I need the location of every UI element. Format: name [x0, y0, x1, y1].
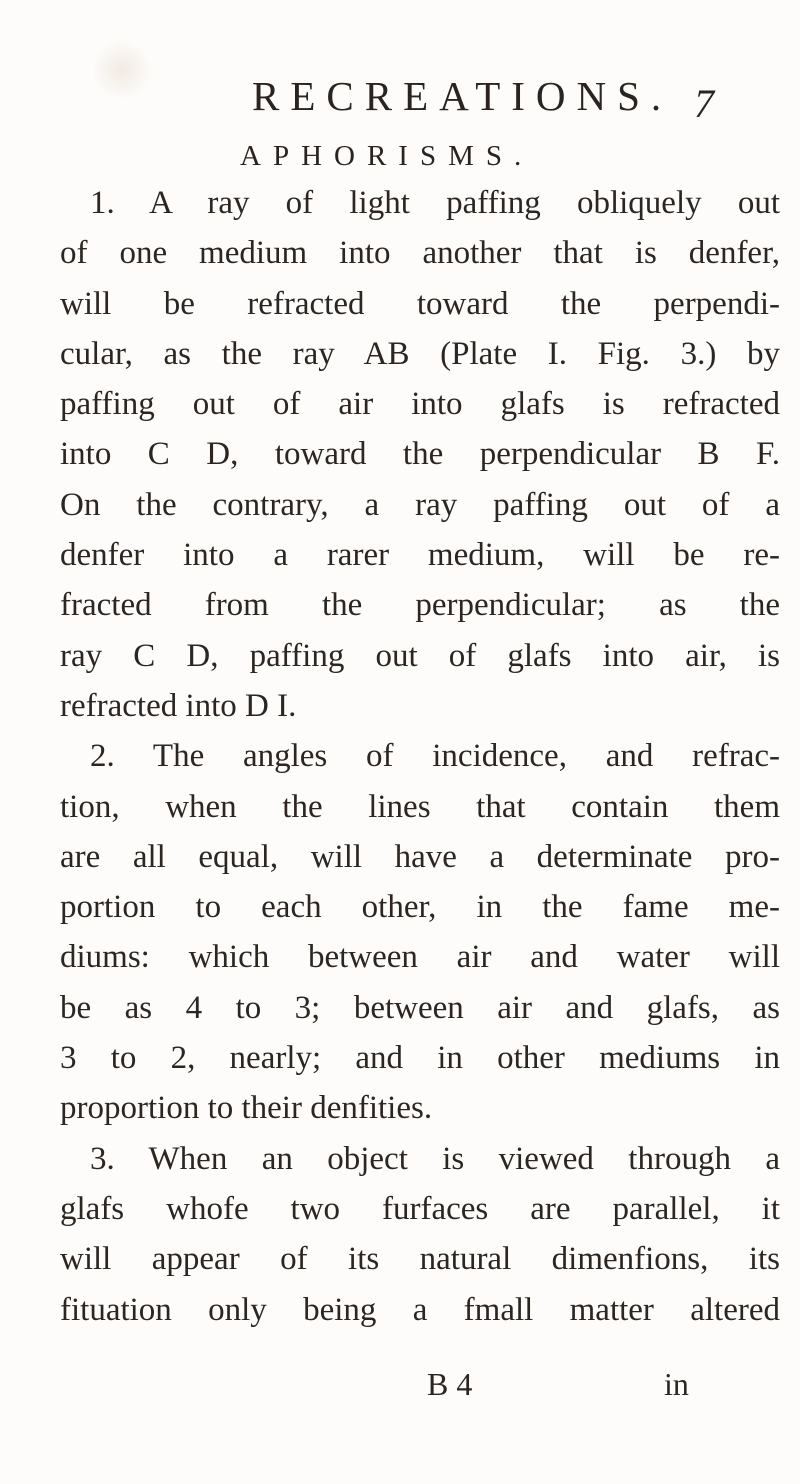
page-footer [0, 1362, 800, 1406]
text-line: will appear of its natural dimenfions, its [60, 1241, 780, 1278]
text-line: 3 to 2, nearly; and in other mediums in [60, 1040, 780, 1077]
text-line: ray C D, paffing out of glafs into air, is [60, 637, 780, 674]
paper-stain [92, 40, 152, 100]
text-line: diums: which between air and water will [60, 939, 780, 976]
text-line: 2. The angles of incidence, and refrac- [90, 738, 780, 775]
text-line: denfer into a rarer medium, will be re- [60, 537, 780, 574]
text-line: 1. A ray of light paffing obliquely out [90, 185, 780, 221]
page-number: 7 [694, 81, 714, 126]
text-line: of one medium into another that is denfer, [60, 235, 780, 272]
text-line: into C D, toward the perpendicular B F. [60, 436, 780, 473]
text-line: paffing out of air into glafs is refracted [60, 386, 780, 423]
body-text [60, 178, 780, 1335]
running-title: RECREATIONS. [252, 73, 673, 119]
text-line: tion, when the lines that contain them [60, 788, 780, 825]
signature-mark: B 4 [427, 1366, 473, 1402]
text-line: fituation only being a fmall matter altered [60, 1291, 780, 1328]
text-line: portion to each other, in the fame me- [60, 889, 780, 926]
text-line: glafs whofe two furfaces are parallel, it [60, 1190, 780, 1227]
text-line: will be refracted toward the perpendi- [60, 285, 780, 322]
text-line: refracted into D I. [60, 687, 297, 724]
text-line: cular, as the ray AB (Plate I. Fig. 3.) by [60, 335, 780, 372]
text-line: are all equal, will have a determinate pro- [60, 838, 780, 875]
text-line: 3. When an object is viewed through a [90, 1140, 780, 1177]
text-line: On the contrary, a ray paffing out of a [60, 486, 780, 523]
section-heading: APHORISMS. [240, 140, 534, 172]
catchword: in [664, 1366, 689, 1402]
text-line: be as 4 to 3; between air and glafs, as [60, 989, 780, 1026]
text-line: proportion to their denfities. [60, 1090, 433, 1127]
text-line: fracted from the perpendicular; as the [60, 587, 780, 624]
